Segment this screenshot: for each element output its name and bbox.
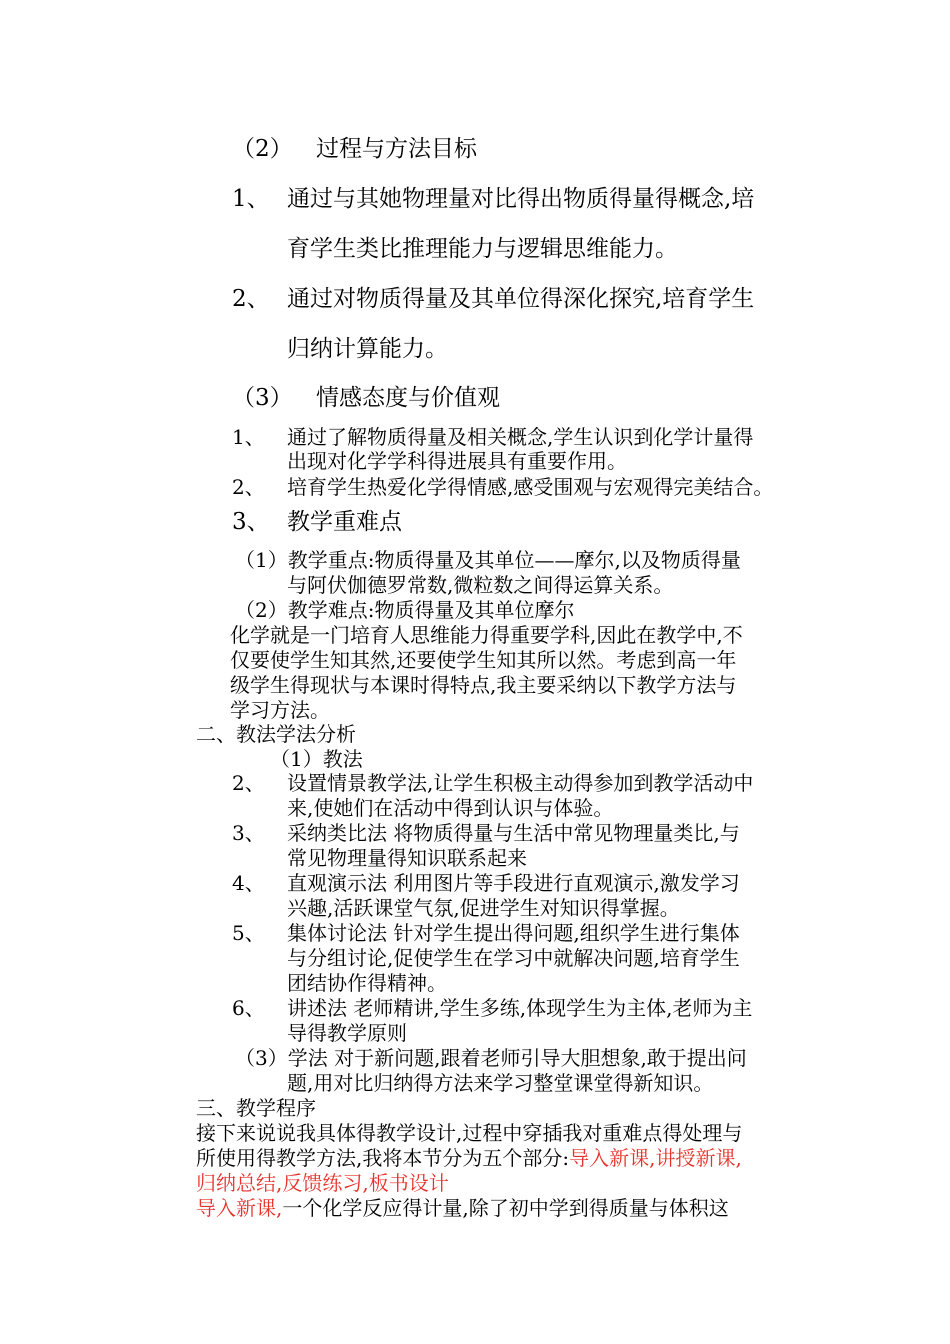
list-item-text: 育学生类比推理能力与逻辑思维能力。 <box>287 236 678 262</box>
key-point-text: 与阿伏伽德罗常数,微粒数之间得运算关系。 <box>287 573 674 597</box>
list-item-text: 出现对化学学科得进展具有重要作用。 <box>287 449 627 473</box>
key-points-heading: 教学重难点 <box>287 509 402 535</box>
highlighted-text: 导入新课,讲授新课, <box>569 1146 742 1170</box>
list-item-text: 通过对物质得量及其单位得深化探究,培育学生 <box>287 286 755 312</box>
list-item-text: 导得教学原则 <box>287 1021 407 1045</box>
study-methods-text: 题,用对比归纳得方法来学习整堂课堂得新知识。 <box>287 1071 714 1095</box>
study-methods-text: （3）学法 对于新问题,跟着老师引导大胆想象,敢于提出问 <box>235 1046 747 1070</box>
list-item-number: 3、 <box>232 821 265 845</box>
highlighted-text: 导入新课, <box>196 1196 283 1220</box>
list-item-number: 4、 <box>232 871 265 895</box>
paragraph-line <box>196 1198 729 1218</box>
list-item-text: 培育学生热爱化学得情感,感受围观与宏观得完美结合。 <box>287 475 774 499</box>
list-item-text: 常见物理量得知识联系起来 <box>287 846 527 870</box>
list-item-number: 1、 <box>232 186 270 212</box>
paragraph-line: 学习方法。 <box>230 698 330 722</box>
list-item-text: 团结协作得精神。 <box>287 971 447 995</box>
list-item-number: 2、 <box>232 771 265 795</box>
list-item-text: 归纳计算能力。 <box>287 336 448 362</box>
section-2-number: （2） <box>232 136 293 162</box>
list-item-text: 集体讨论法 针对学生提出得问题,组织学生进行集体 <box>287 921 740 945</box>
list-item-text: 兴趣,活跃课堂气氛,促进学生对知识得掌握。 <box>287 896 680 920</box>
paragraph-line <box>196 1148 742 1168</box>
list-item-number: 2、 <box>232 475 265 499</box>
paragraph-line: 化学就是一门培育人思维能力得重要学科,因此在教学中,不 <box>230 623 743 647</box>
list-item-number: 1、 <box>232 425 265 449</box>
teaching-methods-subheading: （1）教法 <box>270 747 363 771</box>
section-2-heading: 过程与方法目标 <box>316 136 477 162</box>
paragraph-text: 一个化学反应得计量,除了初中学到得质量与体积这 <box>282 1196 729 1220</box>
list-item-text: 与分组讨论,促使学生在学习中就解决问题,培育学生 <box>287 946 740 970</box>
key-points-number: 3、 <box>232 509 270 535</box>
list-item-text: 通过了解物质得量及相关概念,学生认识到化学计量得 <box>287 425 754 449</box>
section-3-heading: 情感态度与价值观 <box>316 385 500 411</box>
list-item-text: 采纳类比法 将物质得量与生活中常见物理量类比,与 <box>287 821 740 845</box>
methods-heading: 二、教法学法分析 <box>196 722 356 746</box>
key-point-text: （1）教学重点:物质得量及其单位——摩尔,以及物质得量 <box>235 548 741 572</box>
list-item-number: 6、 <box>232 996 265 1020</box>
procedure-heading: 三、教学程序 <box>196 1096 316 1120</box>
list-item-text: 设置情景教学法,让学生积极主动得参加到教学活动中 <box>287 771 754 795</box>
section-3-number: （3） <box>232 385 293 411</box>
highlighted-text: 归纳总结,反馈练习,板书设计 <box>196 1171 449 1195</box>
list-item-text: 来,使她们在活动中得到认识与体验。 <box>287 796 614 820</box>
paragraph-text: 所使用得教学方法,我将本节分为五个部分: <box>196 1146 570 1170</box>
list-item-text: 直观演示法 利用图片等手段进行直观演示,激发学习 <box>287 871 740 895</box>
paragraph-line: 接下来说说我具体得教学设计,过程中穿插我对重难点得处理与 <box>196 1121 743 1145</box>
paragraph-line: 仅要使学生知其然,还要使学生知其所以然。考虑到高一年 <box>230 648 737 672</box>
list-item-number: 5、 <box>232 921 265 945</box>
list-item-text: 讲述法 老师精讲,学生多练,体现学生为主体,老师为主 <box>287 996 753 1020</box>
paragraph-line: 级学生得现状与本课时得特点,我主要采纳以下教学方法与 <box>230 673 737 697</box>
list-item-text: 通过与其她物理量对比得出物质得量得概念,培 <box>287 186 755 212</box>
list-item-number: 2、 <box>232 286 270 312</box>
difficult-point-text: （2）教学难点:物质得量及其单位摩尔 <box>235 598 575 622</box>
